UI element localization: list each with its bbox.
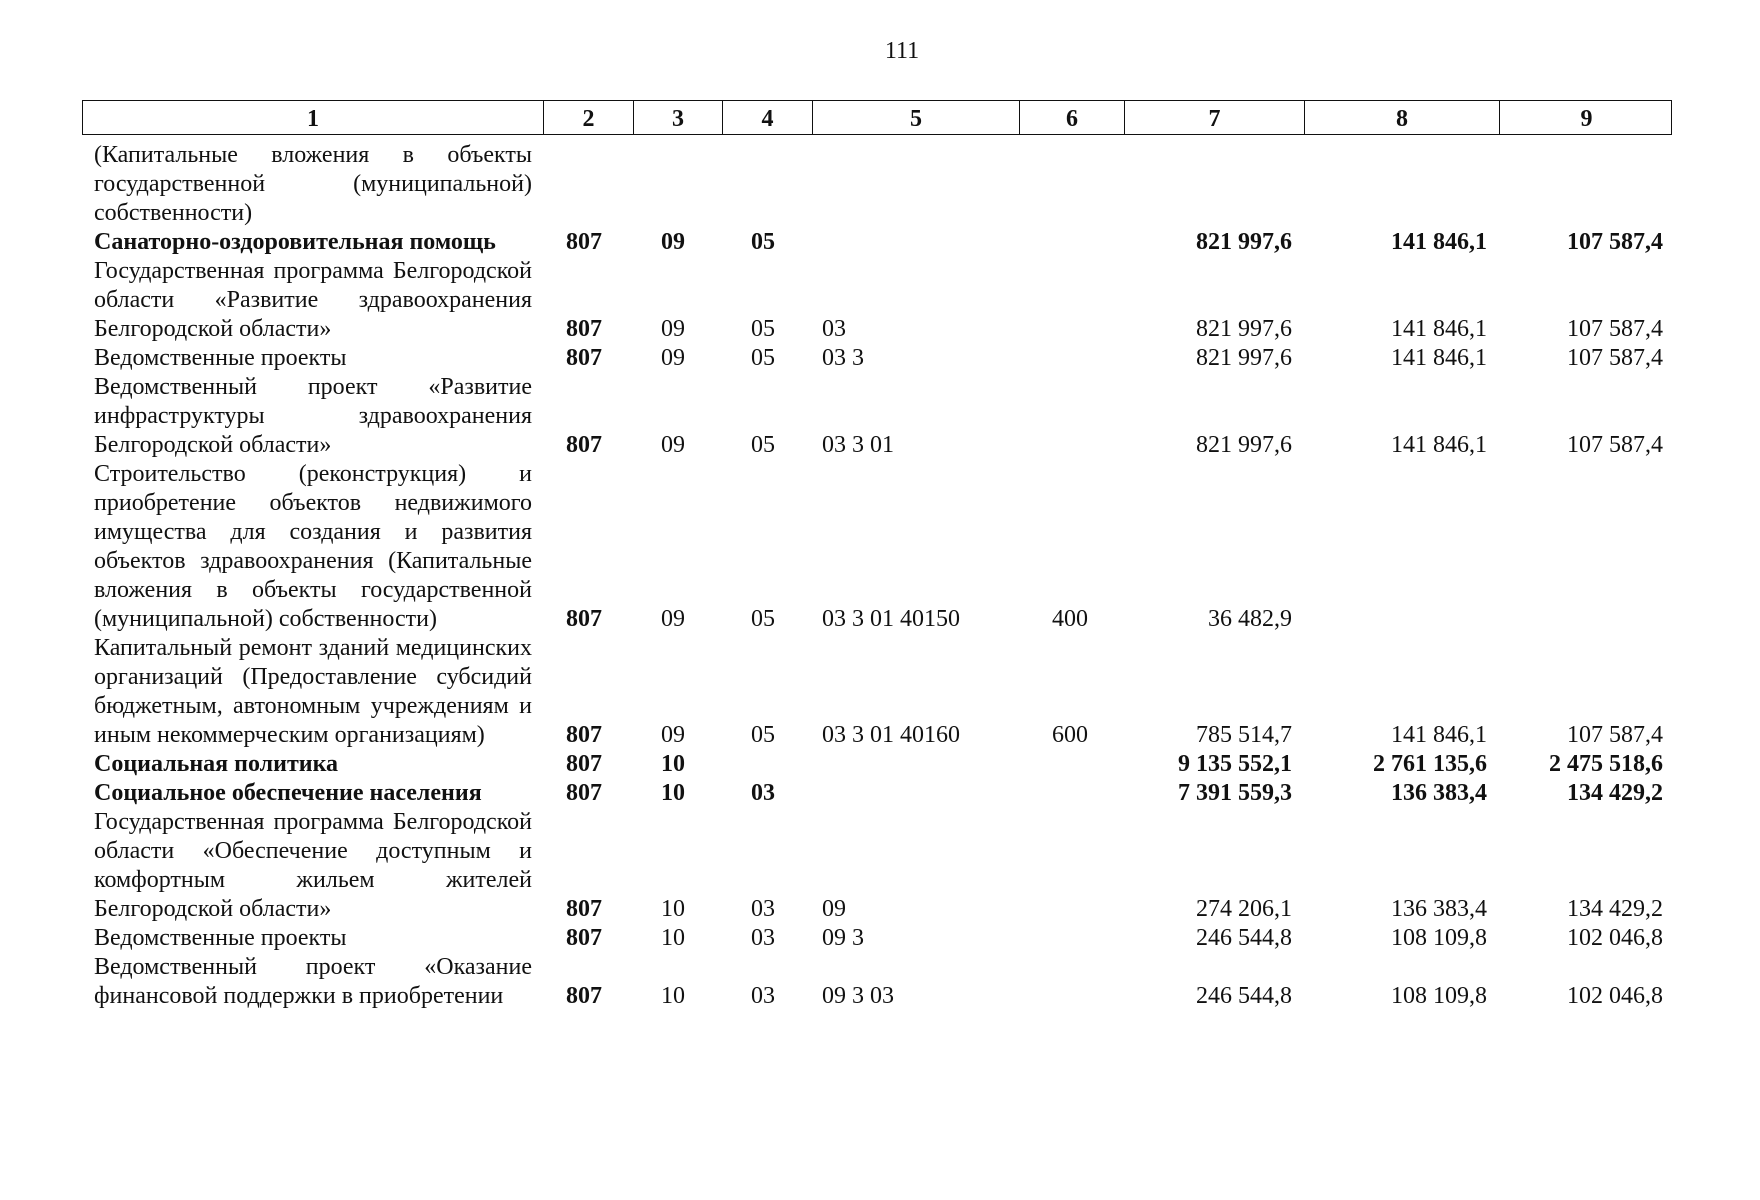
- row-name: Ведомственный проект «Развитие инфраструктуры здравоохранения Белгородской области»: [94, 374, 532, 458]
- table-row: [0, 460, 1760, 634]
- row-amount-1: 274 206,1: [1196, 896, 1292, 922]
- row-amount-1: 821 997,6: [1196, 432, 1292, 458]
- row-ministry-code: 807: [566, 983, 602, 1009]
- table-row: [0, 257, 1760, 344]
- row-subsection: 05: [751, 722, 775, 748]
- row-target-article: 09 3: [822, 925, 864, 951]
- row-amount-2: 136 383,4: [1391, 896, 1487, 922]
- row-name: Капитальный ремонт зданий медицинских организаций (Предоставление субсидий бюджетным, автономным учреждениям и иным некоммерческим организациям): [94, 635, 532, 748]
- row-ministry-code: 807: [566, 896, 602, 922]
- row-name: Социальная политика: [94, 751, 339, 777]
- header-col-6: 6: [1020, 101, 1125, 134]
- header-col-7: 7: [1125, 101, 1305, 134]
- row-name: Ведомственные проекты: [94, 345, 347, 371]
- row-section: 09: [661, 229, 685, 255]
- header-col-5: 5: [813, 101, 1020, 134]
- row-section: 10: [661, 751, 685, 777]
- row-target-article: 03 3 01 40150: [822, 606, 960, 632]
- row-name: (Капитальные вложения в объекты государственной (муниципальной) собственности): [94, 142, 532, 226]
- row-subsection: 03: [751, 896, 775, 922]
- row-amount-1: 246 544,8: [1196, 983, 1292, 1009]
- header-col-2: 2: [544, 101, 634, 134]
- row-amount-2: 2 761 135,6: [1373, 751, 1487, 777]
- row-subsection: 05: [751, 345, 775, 371]
- row-section: 09: [661, 432, 685, 458]
- row-target-article: 09 3 03: [822, 983, 894, 1009]
- row-amount-1: 36 482,9: [1208, 606, 1292, 632]
- row-amount-2: 108 109,8: [1391, 983, 1487, 1009]
- table-row: [0, 808, 1760, 924]
- table-row: [0, 373, 1760, 460]
- table-row: [0, 953, 1760, 1011]
- row-amount-2: 141 846,1: [1391, 345, 1487, 371]
- row-amount-2: 108 109,8: [1391, 925, 1487, 951]
- row-amount-3: 134 429,2: [1567, 780, 1663, 806]
- row-subsection: 05: [751, 229, 775, 255]
- row-ministry-code: 807: [566, 316, 602, 342]
- row-section: 09: [661, 345, 685, 371]
- row-amount-3: 102 046,8: [1567, 925, 1663, 951]
- row-amount-3: 134 429,2: [1567, 896, 1663, 922]
- row-amount-1: 821 997,6: [1196, 345, 1292, 371]
- table-row: [0, 228, 1760, 257]
- row-name: Санаторно-оздоровительная помощь: [94, 229, 496, 255]
- row-amount-2: 141 846,1: [1391, 722, 1487, 748]
- row-amount-3: 107 587,4: [1567, 432, 1663, 458]
- table-row: [0, 750, 1760, 779]
- row-amount-2: 136 383,4: [1391, 780, 1487, 806]
- row-ministry-code: 807: [566, 925, 602, 951]
- table-row: [0, 634, 1760, 750]
- row-name: Социальное обеспечение населения: [94, 780, 482, 806]
- row-name: Ведомственный проект «Оказание финансовой поддержки в приобретении: [94, 954, 532, 1009]
- header-col-4: 4: [723, 101, 813, 134]
- row-section: 10: [661, 896, 685, 922]
- row-ministry-code: 807: [566, 606, 602, 632]
- row-ministry-code: 807: [566, 780, 602, 806]
- row-amount-3: 107 587,4: [1567, 345, 1663, 371]
- table-row: [0, 924, 1760, 953]
- header-col-1: 1: [83, 101, 544, 134]
- page-number: 111: [884, 38, 920, 64]
- row-amount-1: 246 544,8: [1196, 925, 1292, 951]
- row-subsection: 05: [751, 316, 775, 342]
- row-amount-1: 785 514,7: [1196, 722, 1292, 748]
- row-target-article: 03 3 01 40160: [822, 722, 960, 748]
- table-row: [0, 779, 1760, 808]
- row-section: 09: [661, 606, 685, 632]
- row-ministry-code: 807: [566, 722, 602, 748]
- row-section: 10: [661, 780, 685, 806]
- row-subsection: 05: [751, 606, 775, 632]
- row-amount-3: 102 046,8: [1567, 983, 1663, 1009]
- row-name: Строительство (реконструкция) и приобретение объектов недвижимого имущества для создания и развития объектов здравоохранения (Капитальные вложения в объекты государственной (муниципальной) собственности): [94, 461, 532, 632]
- header-col-3: 3: [634, 101, 723, 134]
- table-row: [0, 141, 1760, 228]
- row-amount-3: 107 587,4: [1567, 229, 1663, 255]
- table-header: [82, 100, 1672, 135]
- row-subsection: 03: [751, 780, 775, 806]
- row-expense-type: 400: [1052, 606, 1088, 632]
- row-name: Ведомственные проекты: [94, 925, 347, 951]
- row-amount-1: 821 997,6: [1196, 229, 1292, 255]
- row-target-article: 03 3: [822, 345, 864, 371]
- table-row: [0, 344, 1760, 373]
- row-name: Государственная программа Белгородской области «Развитие здравоохранения Белгородской области»: [94, 258, 532, 342]
- row-name: Государственная программа Белгородской области «Обеспечение доступным и комфортным жильем жителей Белгородской области»: [94, 809, 532, 922]
- row-amount-2: 141 846,1: [1391, 432, 1487, 458]
- row-section: 09: [661, 722, 685, 748]
- table-body: [0, 141, 1760, 1011]
- row-amount-3: 107 587,4: [1567, 316, 1663, 342]
- row-ministry-code: 807: [566, 345, 602, 371]
- row-section: 10: [661, 983, 685, 1009]
- row-ministry-code: 807: [566, 751, 602, 777]
- row-amount-1: 9 135 552,1: [1178, 751, 1292, 777]
- header-col-8: 8: [1305, 101, 1500, 134]
- row-amount-3: 2 475 518,6: [1549, 751, 1663, 777]
- row-amount-1: 7 391 559,3: [1178, 780, 1292, 806]
- row-target-article: 03 3 01: [822, 432, 894, 458]
- row-subsection: 05: [751, 432, 775, 458]
- row-amount-2: 141 846,1: [1391, 316, 1487, 342]
- row-target-article: 03: [822, 316, 846, 342]
- row-amount-2: 141 846,1: [1391, 229, 1487, 255]
- row-target-article: 09: [822, 896, 846, 922]
- row-section: 09: [661, 316, 685, 342]
- row-subsection: 03: [751, 983, 775, 1009]
- row-subsection: 03: [751, 925, 775, 951]
- row-amount-1: 821 997,6: [1196, 316, 1292, 342]
- header-col-9: 9: [1580, 106, 1593, 132]
- row-ministry-code: 807: [566, 229, 602, 255]
- row-section: 10: [661, 925, 685, 951]
- row-amount-3: 107 587,4: [1567, 722, 1663, 748]
- row-expense-type: 600: [1052, 722, 1088, 748]
- row-ministry-code: 807: [566, 432, 602, 458]
